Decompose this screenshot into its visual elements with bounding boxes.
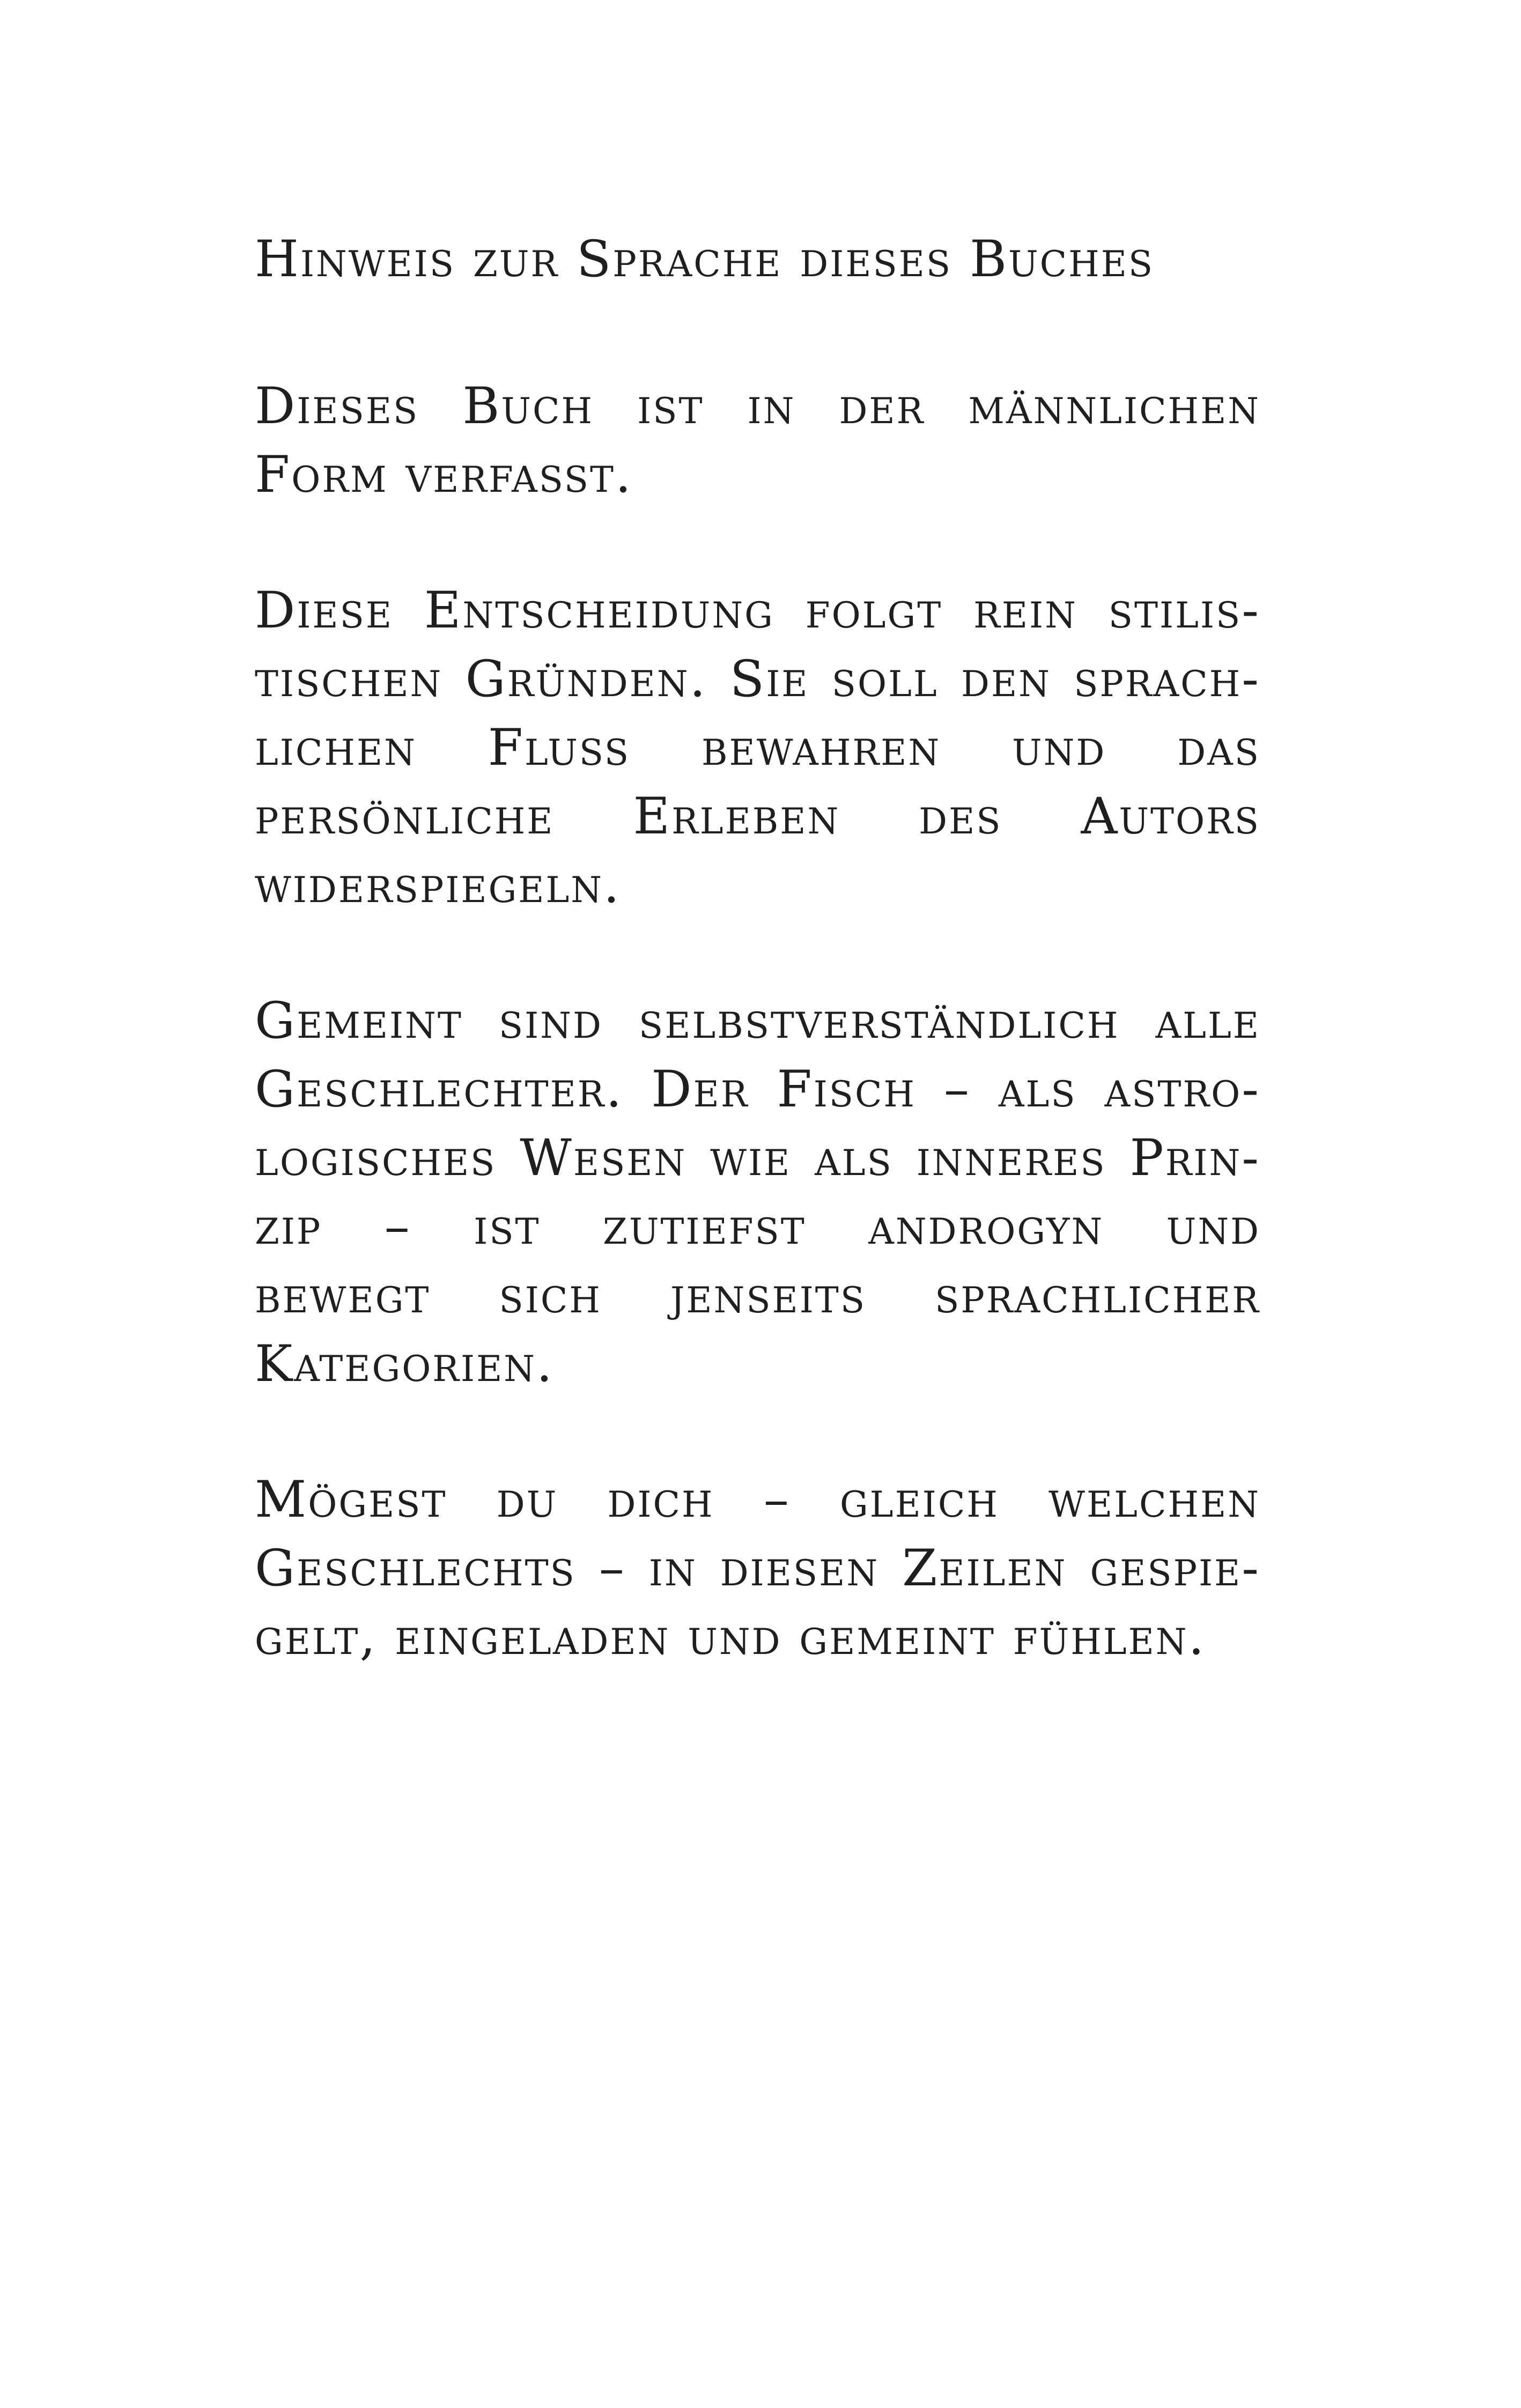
spacer xyxy=(255,920,1260,987)
paragraph-4 xyxy=(255,1466,1260,1672)
text-line: Geschlechter. Der Fisch – als astro- xyxy=(255,1060,1260,1119)
spacer xyxy=(255,1399,1260,1466)
text-line: bewegt sich jenseits sprachlicher xyxy=(255,1266,1260,1325)
text-line: Mögest du dich – gleich welchen xyxy=(255,1471,1260,1529)
text-line: Geschlechts – in diesen Zeilen gespie- xyxy=(255,1539,1260,1598)
text-line: gelt, eingeladen und gemeint fühlen. xyxy=(255,1608,1206,1666)
text-line: tischen Gründen. Sie soll den sprach- xyxy=(255,650,1260,708)
spacer xyxy=(255,509,1260,577)
page-content xyxy=(255,225,1260,1672)
page-title: Hinweis zur Sprache dieses Buches xyxy=(255,230,1155,289)
text-line: Form verfasst. xyxy=(255,446,633,504)
text-line: Kategorien. xyxy=(255,1335,554,1393)
text-line: Dieses Buch ist in der männlichen xyxy=(255,377,1260,435)
text-line: Diese Entscheidung folgt rein stilis- xyxy=(255,581,1260,640)
text-line: persönliche Erleben des Autors xyxy=(255,787,1260,846)
text-line: zip – ist zutiefst androgyn und xyxy=(255,1198,1260,1256)
spacer xyxy=(255,294,1260,372)
paragraph-3 xyxy=(255,987,1260,1399)
paragraph-1 xyxy=(255,372,1260,509)
text-line: Gemeint sind selbstverständlich alle xyxy=(255,992,1260,1050)
text-line: widerspiegeln. xyxy=(255,856,621,914)
text-line: logisches Wesen wie als inneres Prin- xyxy=(255,1129,1260,1187)
text-line: lichen Fluss bewahren und das xyxy=(255,719,1260,777)
paragraph-2 xyxy=(255,577,1260,920)
